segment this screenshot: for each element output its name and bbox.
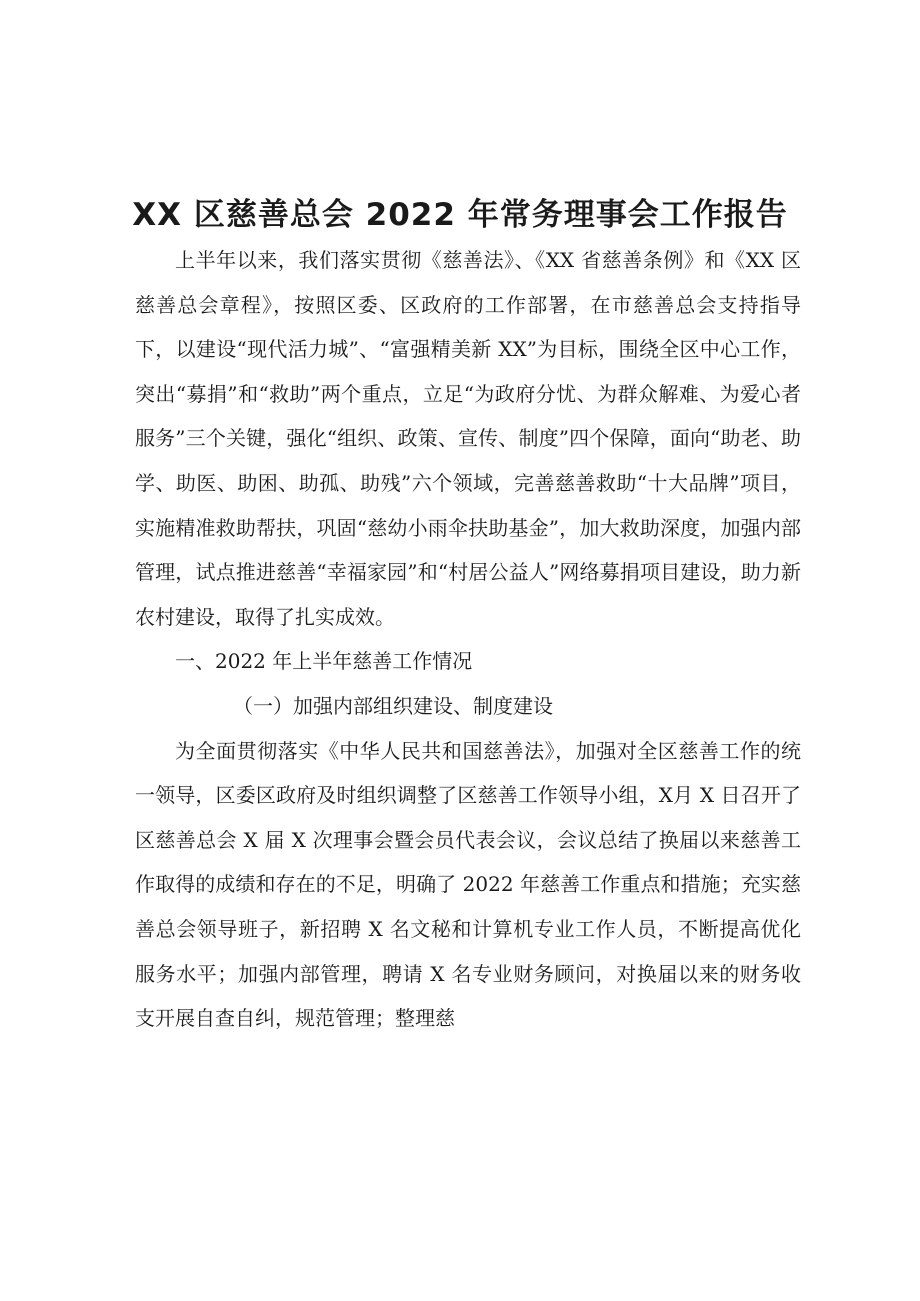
- document-title: XX 区慈善总会 2022 年常务理事会工作报告: [132, 196, 788, 233]
- intro-paragraph: 上半年以来，我们落实贯彻《慈善法》、《XX 省慈善条例》和《XX 区慈善总会章程》，按照区委、区政府的工作部署，在市慈善总会支持指导下，以建设“现代活力城”、“富强精美新 XX”为目标，围绕全区中心工作，突出“募捐”和“救助”两个重点，立足“为政府分忧、为群众解难、为爱心者服务”三个关键，强化“组织、政策、宣传、制度”四个保障，面向“助老、助学、助医、助困、助孤、助残”六个领域，完善慈善救助“十大品牌”项目，实施精准救助帮扶，巩固“慈幼小雨伞扶助基金”，加大救助深度，加强内部管理，试点推进慈善“幸福家园”和“村居公益人”网络募捐项目建设，助力新农村建设，取得了扎实成效。: [135, 248, 801, 629]
- subsection-heading: （一）加强内部组织建设、制度建设: [233, 693, 553, 718]
- section-heading: 一、2022 年上半年慈善工作情况: [175, 649, 473, 674]
- document-body: [135, 238, 801, 1041]
- body-paragraph: 为全面贯彻落实《中华人民共和国慈善法》，加强对全区慈善工作的统一领导，区委区政府及时组织调整了区慈善工作领导小组，X月 X 日召开了区慈善总会 X 届 X 次理事会暨会员代表会议，会议总结了换届以来慈善工作取得的成绩和存在的不足，明确了 2022 年慈善工作重点和措施；充实慈善总会领导班子，新招聘 X 名文秘和计算机专业工作人员，不断提高优化服务水平；加强内部管理，聘请 X 名专业财务顾问，对换届以来的财务收支开展自查自纠，规范管理；整理慈: [135, 738, 801, 1031]
